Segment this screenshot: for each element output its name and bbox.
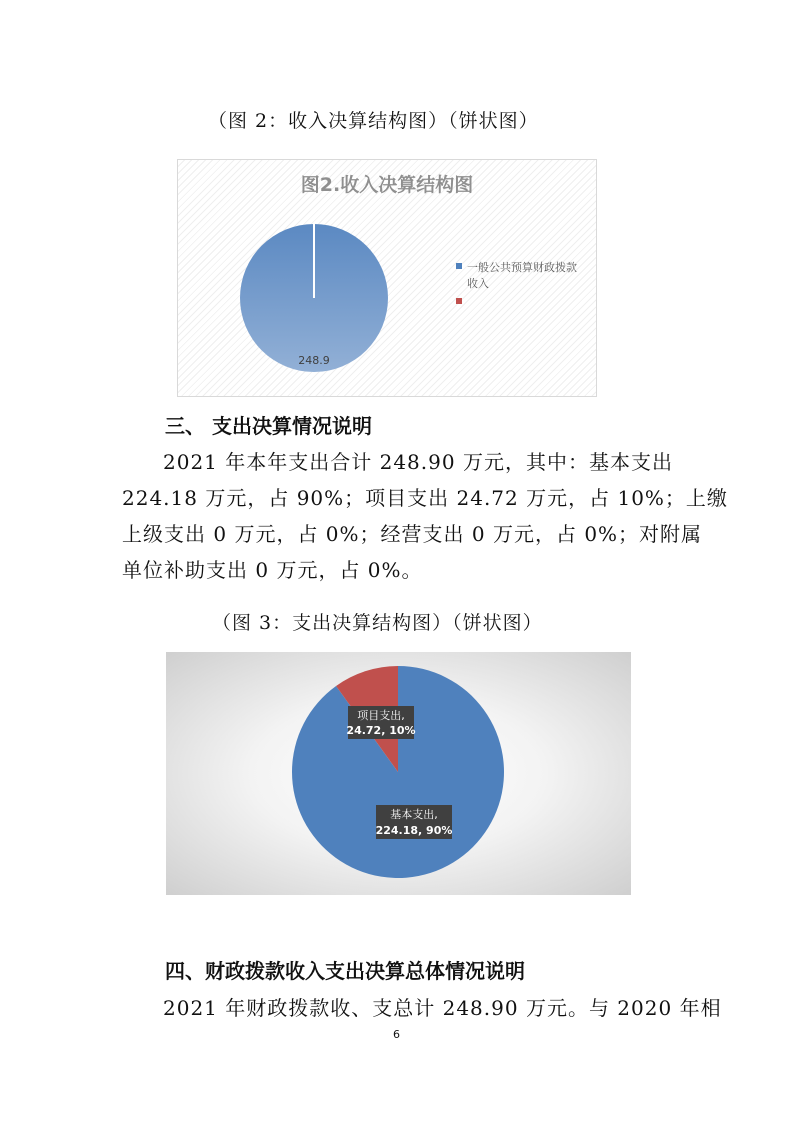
data-label-basic [376, 805, 453, 839]
paragraph-line: 单位补助支出 0 万元，占 0%。 [122, 558, 423, 582]
chart-title: 图2.收入决算结构图 [300, 174, 474, 196]
data-label-project [346, 706, 415, 739]
paragraph-line: 224.18 万元，占 90%；项目支出 24.72 万元，占 10%；上缴 [122, 486, 728, 510]
legend-swatch-blue [456, 263, 462, 269]
figure-2-caption: （图 2：收入决算结构图）（饼状图） [208, 110, 539, 132]
section-4-heading: 四、财政拨款收入支出决算总体情况说明 [165, 959, 525, 983]
figure-3-caption: （图 3：支出决算结构图）（饼状图） [212, 612, 543, 634]
expenditure-pie-svg [166, 652, 631, 895]
income-pie-svg [178, 160, 596, 396]
legend-label-cont: 收入 [467, 277, 489, 290]
data-label-line2: 24.72, 10% [346, 724, 416, 737]
paragraph-line: 2021 年本年支出合计 248.90 万元，其中：基本支出 [163, 450, 673, 474]
income-pie-chart [177, 159, 597, 397]
data-label-line1: 项目支出, [357, 709, 405, 722]
expenditure-pie-chart [166, 652, 631, 895]
legend-swatch-red [456, 298, 462, 304]
page-number: 6 [393, 1028, 400, 1041]
data-label-line1: 基本支出, [390, 808, 438, 821]
paragraph-line: 2021 年财政拨款收、支总计 248.90 万元。与 2020 年相 [163, 996, 722, 1020]
legend-label: 一般公共预算财政拨款 [467, 261, 577, 274]
data-label-line2: 224.18, 90% [375, 824, 453, 837]
paragraph-line: 上级支出 0 万元，占 0%；经营支出 0 万元，占 0%；对附属 [122, 522, 703, 546]
section-3-heading: 三、 支出决算情况说明 [165, 414, 372, 438]
data-label: 248.9 [298, 354, 330, 367]
